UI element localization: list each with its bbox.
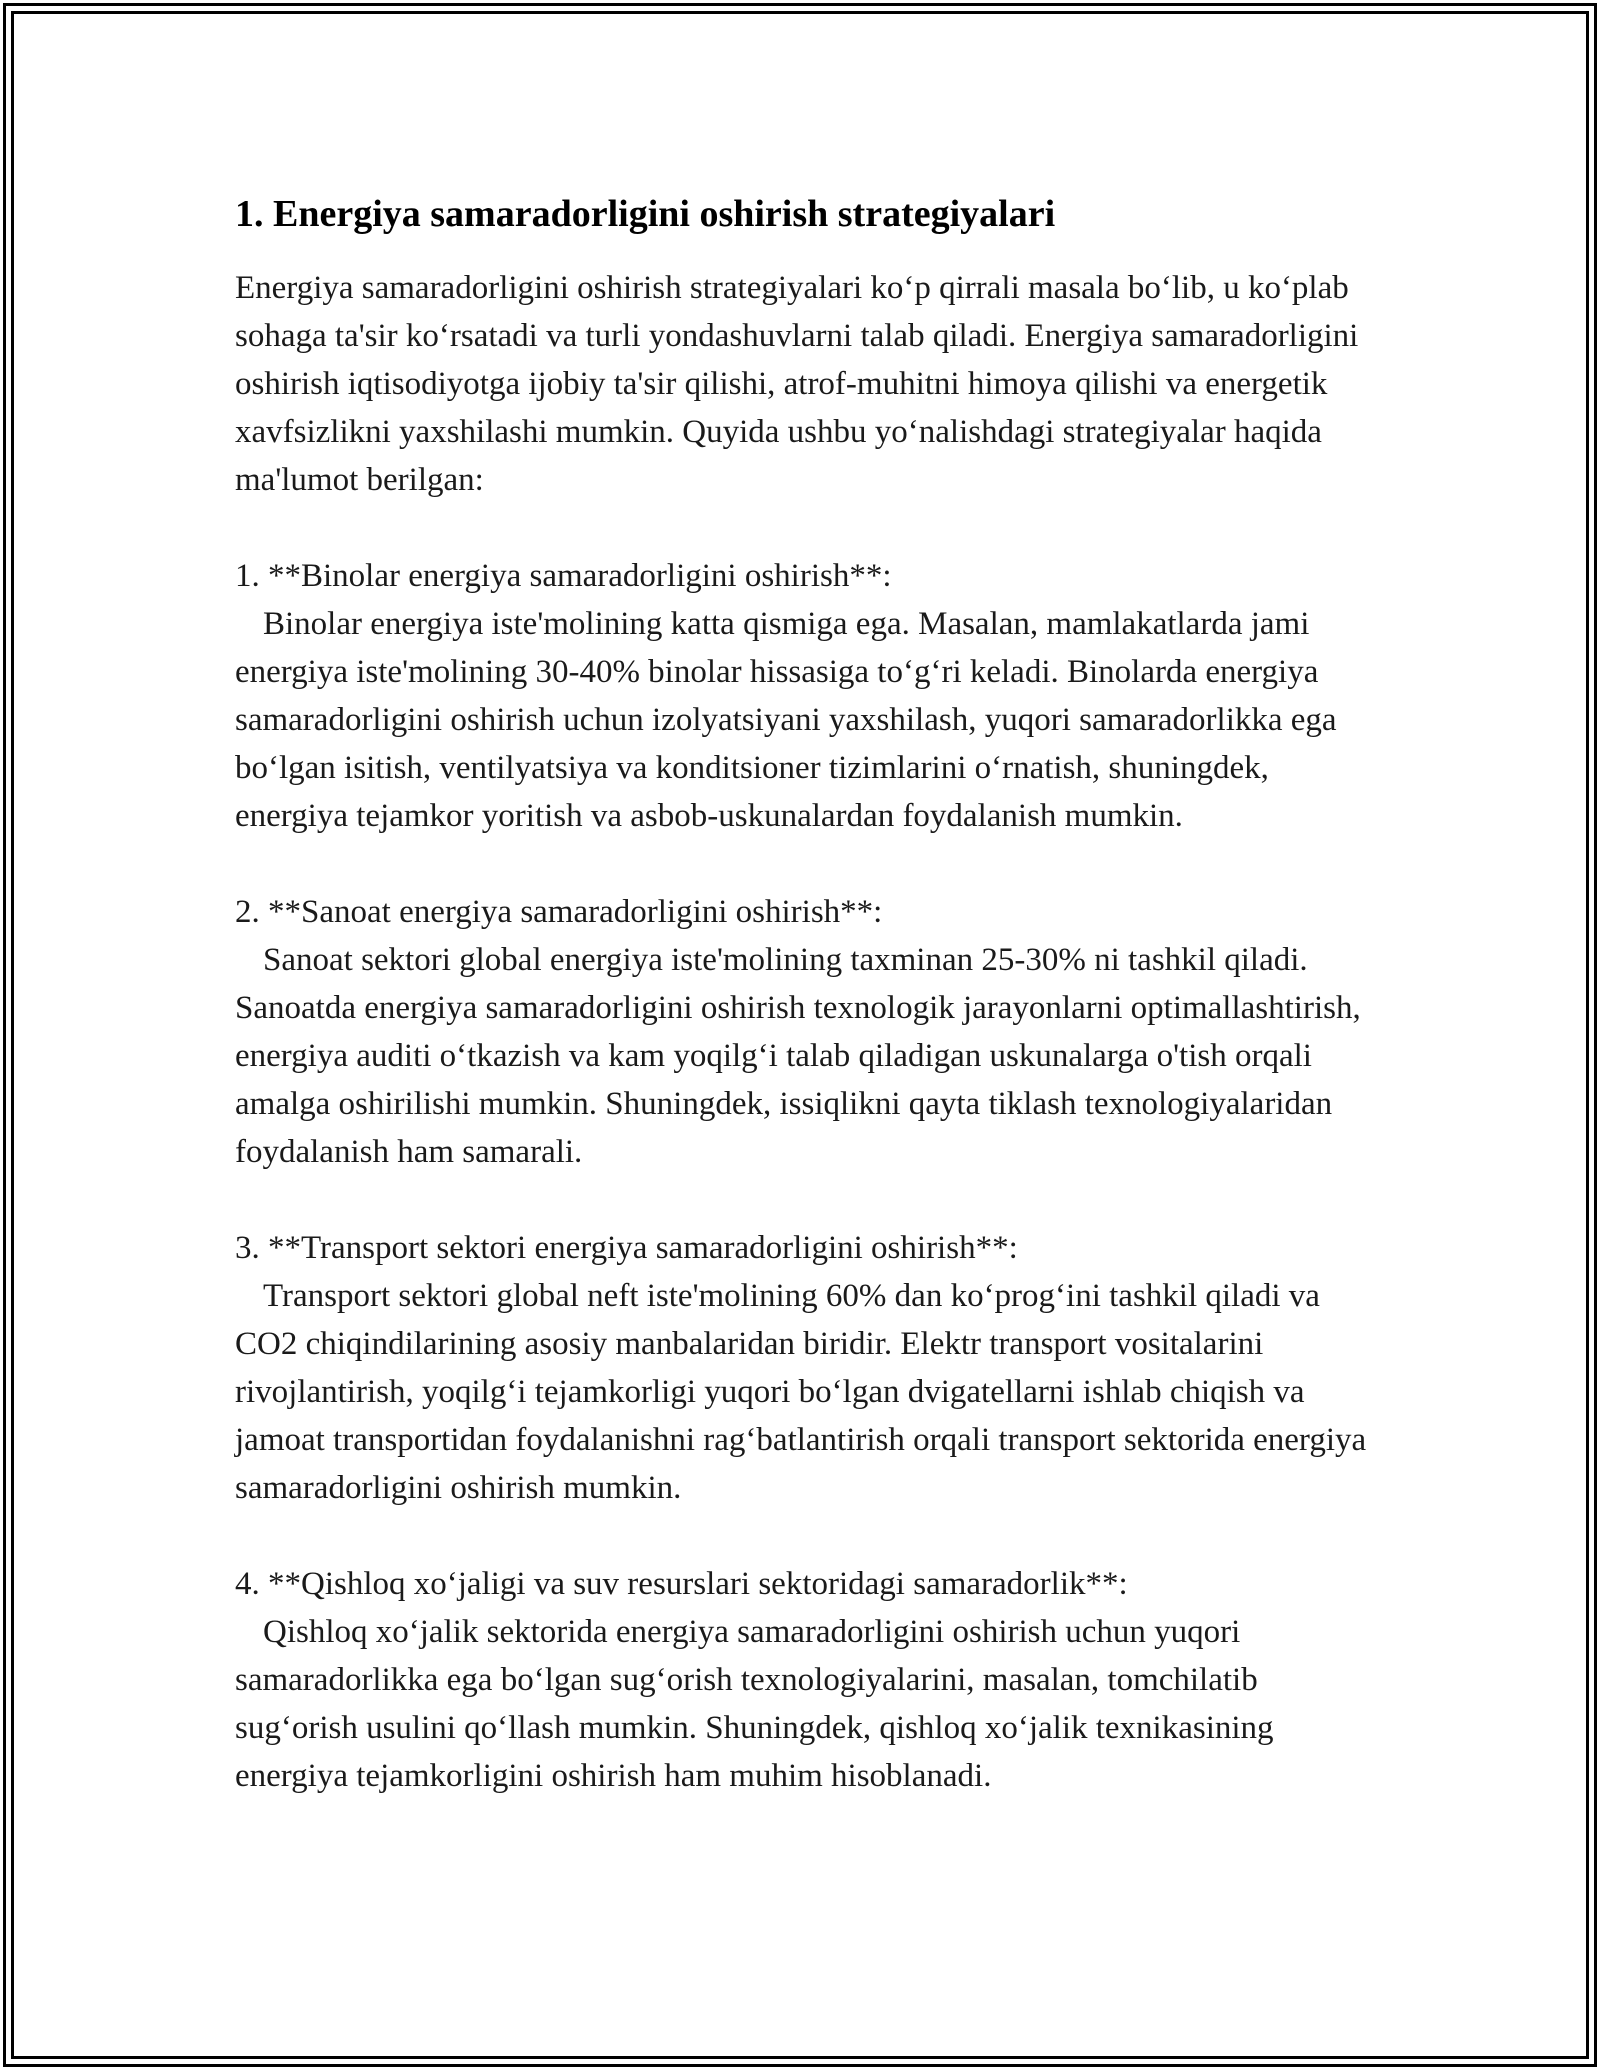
section-transport: [235, 1224, 1370, 1512]
section-body: Sanoat sektori global energiya iste'molining taxminan 25-30% ni tashkil qiladi. Sanoatda energiya samaradorligini oshirish texnologik jarayonlarni optimallashtirish, energiya auditi o‘tkazish va kam yoqilg‘i talab qiladigan uskunalarga o'tish orqali amalga oshirilishi mumkin. Shuningdek, issiqlikni qayta tiklash texnologiyalaridan foydalanish ham samarali.: [235, 942, 1361, 1170]
document-heading: 1. Energiya samaradorligini oshirish strategiyalari: [235, 193, 1056, 235]
section-title: 3. **Transport sektori energiya samaradorligini oshirish**:: [235, 1230, 1018, 1266]
document-content: [235, 188, 1370, 1800]
section-industry: [235, 888, 1370, 1176]
section-agriculture: [235, 1560, 1370, 1800]
section-body: Binolar energiya iste'molining katta qismiga ega. Masalan, mamlakatlarda jami energiya iste'molining 30-40% binolar hissasiga to‘g‘ri keladi. Binolarda energiya samaradorligini oshirish uchun izolyatsiyani yaxshilash, yuqori samaradorlikka ega bo‘lgan isitish, ventilyatsiya va konditsioner tizimlarini o‘rnatish, shuningdek, energiya tejamkor yoritish va asbob-uskunalardan foydalanish mumkin.: [235, 606, 1337, 834]
section-title: 4. **Qishloq xo‘jaligi va suv resurslari sektoridagi samaradorlik**:: [235, 1566, 1128, 1602]
section-body: Transport sektori global neft iste'molining 60% dan ko‘prog‘ini tashkil qiladi va CO2 chiqindilarining asosiy manbalaridan biridir. Elektr transport vositalarini rivojlantirish, yoqilg‘i tejamkorligi yuqori bo‘lgan dvigatellarni ishlab chiqish va jamoat transportidan foydalanishni rag‘batlantirish orqali transport sektorida energiya samaradorligini oshirish mumkin.: [235, 1278, 1367, 1506]
section-title: 1. **Binolar energiya samaradorligini oshirish**:: [235, 558, 892, 594]
section-buildings: [235, 552, 1370, 840]
section-body: Qishloq xo‘jalik sektorida energiya samaradorligini oshirish uchun yuqori samaradorlikka ega bo‘lgan sug‘orish texnologiyalarini, masalan, tomchilatib sug‘orish usulini qo‘llash mumkin. Shuningdek, qishloq xo‘jalik texnikasining energiya tejamkorligini oshirish ham muhim hisoblanadi.: [235, 1614, 1274, 1794]
intro-paragraph: Energiya samaradorligini oshirish strategiyalari ko‘p qirrali masala bo‘lib, u ko‘plab sohaga ta'sir ko‘rsatadi va turli yondashuvlarni talab qiladi. Energiya samaradorligini oshirish iqtisodiyotga ijobiy ta'sir qilishi, atrof-muhitni himoya qilishi va energetik xavfsizlikni yaxshilashi mumkin. Quyida ushbu yo‘nalishdagi strategiyalar haqida ma'lumot berilgan:: [235, 270, 1359, 498]
section-title: 2. **Sanoat energiya samaradorligini oshirish**:: [235, 894, 883, 930]
